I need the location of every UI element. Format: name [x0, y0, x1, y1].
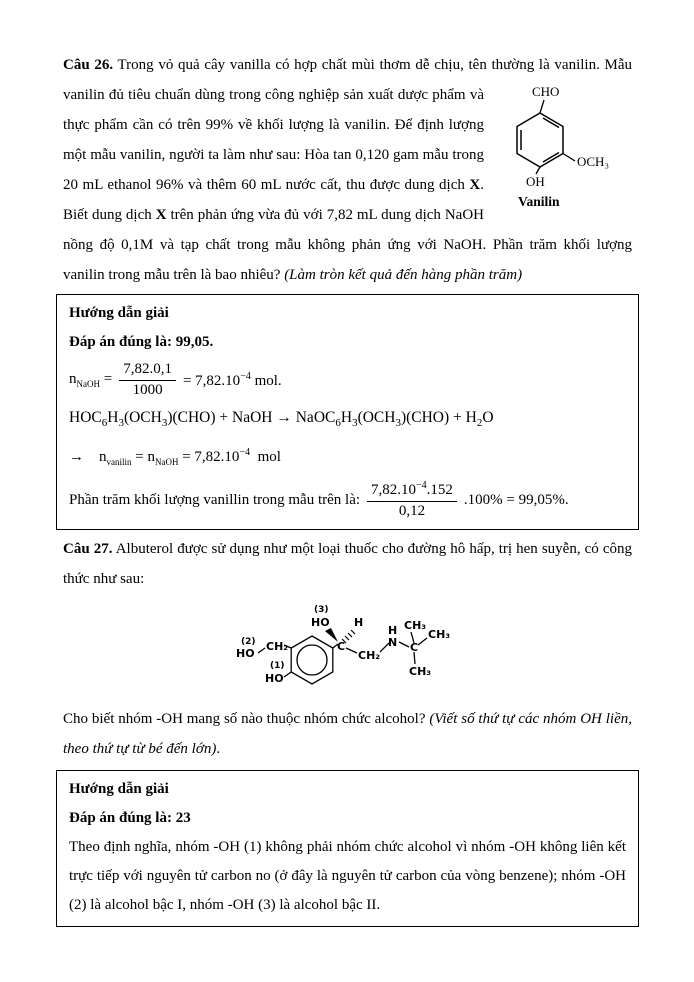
solution-26-heading: Hướng dẫn giải	[69, 305, 169, 321]
vanilin-mole-line: → $n_{vanilin} = n_{NaOH} = 7,82.10^{-4}$ mol	[69, 447, 281, 468]
solution-26-answer: Đáp án đúng là: 99,05.	[69, 334, 214, 350]
reaction-equation: $HOC_6H_3(OCH_3)(CHO)$ + NaOH → $NaOC_6H_3(OCH_3)(CHO) + H_2O$	[69, 409, 494, 430]
percent-fraction	[367, 480, 457, 520]
n-label: N	[387, 636, 397, 650]
solution-box-27	[56, 770, 639, 927]
question-27-text: Albuterol được sử dụng như một loại thuốc cho đường hô hấp, trị hen suyễn, có công thức như sau:	[63, 541, 632, 588]
vanillin-structure-svg	[492, 82, 632, 210]
solution-box-26	[56, 294, 639, 530]
oh2-label: HO	[235, 647, 255, 661]
vanillin-caption: Vanilin	[518, 194, 560, 209]
benzene-ring	[291, 636, 333, 684]
substituent-bonds	[536, 100, 575, 174]
wedge-h-label: H	[353, 616, 363, 630]
naoh-mole-lhs: $n_{NaOH}$ =	[69, 371, 113, 390]
ch3-top-label: CH₃	[403, 619, 426, 633]
quaternary-carbon-label: C	[409, 641, 418, 655]
question-27-number: Câu 27.	[63, 541, 113, 558]
chiral-carbon-label: C	[336, 640, 345, 654]
question-26-text: Mẫu vanilin đủ tiêu chuẩn dùng trong công nghiệp sản xuất dược phẩm và thực phẩm cần có trên 99% về khối lượng là vanilin. Để định lượng một mẫu vanilin, người ta làm như sau: Hòa tan 0,120 gam mẫu trong 20 mL ethanol 96% và thêm 60 mL nước cất, thu được dung dịch X. Biết dung dịch X trên phản ứng vừa đủ với 7,82 mL dung dịch NaOH nồng độ 0,1M và tạp chất trong mẫu không phản ứng với NaOH. Phần trăm khối lượng vanilin trong mẫu trên là bao nhiêu? (Làm tròn kết quả đến hàng phần trăm)	[63, 57, 633, 283]
albuterol-structure-svg	[228, 598, 468, 702]
albuterol-structure	[228, 598, 468, 702]
oh-label: OH	[526, 174, 545, 189]
vanillin-structure	[492, 82, 632, 210]
naoh-mole-formula	[69, 357, 626, 403]
ch2-ring-label: CH₂	[265, 640, 288, 654]
fraction-numerator: $7,82.10^{-4}.152$	[367, 480, 457, 501]
percent-calculation	[69, 477, 626, 523]
nh-h-label: H	[387, 624, 397, 638]
solution-27-explanation: Theo định nghĩa, nhóm -OH (1) không phải nhóm chức alcohol vì nhóm -OH không liên kết trực tiếp với nguyên tử carbon no (ở đây là nguyên tử carbon của vòng benzene); nhóm -OH (2) là alcohol bậc I, nhóm -OH (3) là alcohol bậc II.	[69, 839, 626, 914]
solution-27-answer: Đáp án đúng là: 23	[69, 810, 191, 827]
benzene-ring	[517, 113, 563, 167]
oh1-label: HO	[264, 672, 284, 686]
fraction-numerator: 7,82.0,1	[119, 361, 176, 380]
question-26-number: Câu 26.	[63, 57, 114, 73]
oh1-number-label: (1)	[269, 661, 284, 672]
solution-27-heading: Hướng dẫn giải	[69, 781, 169, 798]
oh3-label: HO	[310, 616, 330, 630]
naoh-mole-rhs: = $7,82.10^{-4}$ mol.	[182, 370, 282, 389]
oh2-number-label: (2)	[240, 637, 255, 648]
ch3-bottom-label: CH₃	[408, 665, 431, 679]
naoh-mole-fraction	[119, 361, 176, 399]
ch2-chain-label: CH₂	[357, 649, 380, 663]
och3-label: OCH₃	[577, 154, 609, 169]
percent-suffix: .100% = 99,05%.	[463, 492, 569, 509]
ch3-right-label: CH₃	[427, 628, 450, 642]
question-26-intro: Trong vỏ quả cây vanilla có hợp chất mùi thơm dễ chịu, tên thường là vanilin.	[117, 57, 600, 73]
percent-prefix: Phần trăm khối lượng vanillin trong mẫu trên là:	[69, 492, 361, 509]
question-27	[63, 534, 632, 594]
question-27-prompt: Cho biết nhóm -OH mang số nào thuộc nhóm chức alcohol? (Viết số thứ tự các nhóm OH liền, theo thứ tự từ bé đến lớn).	[63, 711, 632, 758]
fraction-denominator: 1000	[132, 381, 163, 398]
fraction-denominator: 0,12	[398, 502, 426, 519]
question-26	[63, 50, 632, 290]
cho-label: CHO	[532, 84, 560, 99]
oh3-number-label: (3)	[313, 605, 328, 616]
